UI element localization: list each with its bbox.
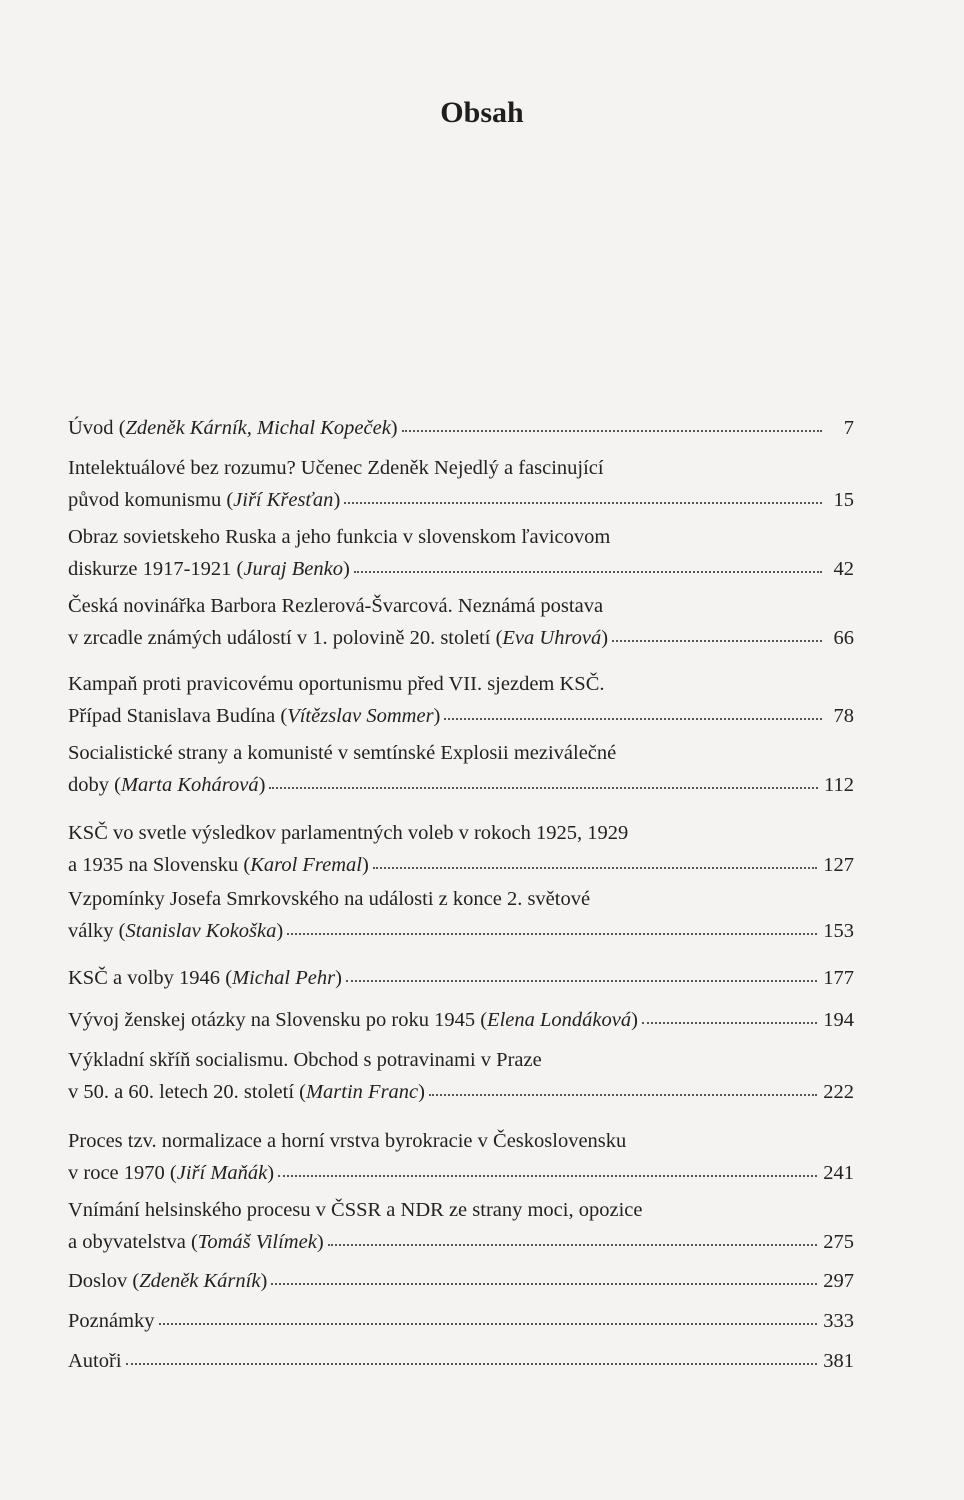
entry-author: Eva Uhrová [502, 627, 602, 649]
author-close-paren: ) [260, 1270, 268, 1292]
author-close-paren: ) [276, 920, 284, 942]
entry-title: Autoři [68, 1350, 122, 1372]
entry-title: v 50. a 60. letech 20. století [68, 1081, 295, 1103]
entry-title: Vývoj ženskej otázky na Slovensku po roku 1945 [68, 1009, 476, 1031]
dot-leader [354, 567, 822, 573]
toc-entry [68, 1125, 854, 1189]
toc-entry-last-line [68, 769, 854, 801]
toc-entry-line [68, 590, 854, 622]
entry-author: Jiří Křesťan [233, 489, 334, 511]
page-number: 78 [833, 705, 854, 727]
toc-entry-last-line [68, 1265, 854, 1297]
toc-entry-line [68, 1194, 854, 1226]
dot-leader [429, 1090, 817, 1096]
page-number: 241 [823, 1162, 854, 1184]
author-open-paren: ( [113, 920, 126, 942]
dot-leader [271, 1279, 817, 1285]
page-number: 153 [823, 920, 854, 942]
author-close-paren: ) [335, 967, 342, 989]
entry-title: KSČ vo svetle výsledkov parlamentných voleb v rokoch 1925, 1929 [68, 822, 629, 844]
entry-title: války [68, 920, 114, 942]
entry-author: Michal Pehr [232, 967, 336, 989]
toc-entry [68, 452, 854, 516]
page-number: 194 [823, 1009, 854, 1031]
entry-title: Vzpomínky Josefa Smrkovského na události z konce 2. světové [68, 888, 591, 910]
toc-entry-last-line [68, 915, 854, 947]
toc-entry [68, 590, 854, 654]
entry-author: Karol Fremal [250, 854, 363, 876]
toc-entry [68, 412, 854, 444]
entry-title: Česká novinářka Barbora Rezlerová-Švarcová. Neznámá postava [68, 595, 604, 617]
toc-entry-line [68, 668, 854, 700]
entry-title: Proces tzv. normalizace a horní vrstva byrokracie v Československu [68, 1130, 627, 1152]
toc-entry [68, 1345, 854, 1377]
dot-leader [287, 929, 817, 935]
entry-title: Případ Stanislava Budína [68, 705, 276, 727]
author-open-paren: ( [475, 1009, 488, 1031]
dot-leader [278, 1171, 817, 1177]
toc-entry-last-line [68, 553, 854, 585]
toc-entry-line [68, 1044, 854, 1076]
dot-leader [402, 426, 822, 432]
dot-leader [126, 1359, 818, 1365]
entry-title: a obyvatelstva [68, 1231, 186, 1253]
toc-entry-last-line [68, 849, 854, 881]
author-close-paren: ) [333, 489, 341, 511]
author-open-paren: ( [127, 1270, 140, 1292]
author-close-paren: ) [433, 705, 441, 727]
toc-entry [68, 1194, 854, 1258]
page-title: Obsah [440, 96, 524, 129]
toc-entry-line [68, 452, 854, 484]
author-close-paren: ) [362, 854, 369, 876]
toc-entry [68, 1044, 854, 1108]
entry-title: Poznámky [68, 1310, 155, 1332]
toc-entry [68, 883, 854, 947]
page-number: 381 [823, 1350, 854, 1372]
entry-title: Výkladní skříň socialismu. Obchod s potravinami v Praze [68, 1049, 542, 1071]
author-open-paren: ( [238, 854, 251, 876]
toc-entry-last-line [68, 1004, 854, 1036]
toc-entry [68, 1265, 854, 1297]
author-open-paren: ( [164, 1162, 177, 1184]
author-close-paren: ) [342, 558, 350, 580]
entry-title: Obraz sovietskeho Ruska a jeho funkcia v slovenskom ľavicovom [68, 526, 611, 548]
dot-leader [642, 1018, 817, 1024]
toc-entry-last-line [68, 962, 854, 994]
entry-title: Kampaň proti pravicovému oportunismu před VII. sjezdem KSČ. [68, 673, 605, 695]
author-close-paren: ) [316, 1231, 324, 1253]
dot-leader [444, 714, 822, 720]
entry-title: diskurze 1917-1921 [68, 558, 232, 580]
page-number: 127 [823, 854, 854, 876]
author-open-paren: ( [490, 627, 503, 649]
toc-entry-line [68, 521, 854, 553]
dot-leader [328, 1240, 818, 1246]
entry-title: Úvod [68, 417, 114, 439]
author-close-paren: ) [258, 774, 266, 796]
toc-entry-last-line [68, 1345, 854, 1377]
entry-title: v roce 1970 [68, 1162, 165, 1184]
author-open-paren: ( [220, 967, 233, 989]
page-number: 66 [833, 627, 854, 649]
dot-leader [612, 636, 822, 642]
toc-entry-last-line [68, 1305, 854, 1337]
page-number: 177 [823, 967, 854, 989]
toc-entry [68, 1004, 854, 1036]
toc-entry-last-line [68, 412, 854, 444]
toc-entry [68, 668, 854, 732]
toc-entry [68, 737, 854, 801]
toc-entry-last-line [68, 1157, 854, 1189]
page-number: 275 [823, 1231, 854, 1253]
entry-title: původ komunismu [68, 489, 222, 511]
toc-entry-last-line [68, 1226, 854, 1258]
entry-author: Marta Kohárová [120, 774, 259, 796]
page-number: 112 [824, 774, 854, 796]
entry-author: Tomáš Vilímek [197, 1231, 317, 1253]
toc-entry-last-line [68, 1076, 854, 1108]
page-number: 333 [823, 1310, 854, 1332]
page-number: 222 [823, 1081, 854, 1103]
author-close-paren: ) [267, 1162, 275, 1184]
author-open-paren: ( [109, 774, 121, 796]
entry-title: Vnímání helsinského procesu v ČSSR a NDR ze strany moci, opozice [68, 1199, 643, 1221]
dot-leader [159, 1319, 818, 1325]
entry-author: Zdeněk Kárník [139, 1270, 261, 1292]
entry-title: doby [68, 774, 109, 796]
entry-author: Elena Londáková [487, 1009, 632, 1031]
page-number: 7 [843, 417, 854, 439]
dot-leader [269, 783, 818, 789]
entry-title: v zrcadle známých událostí v 1. polovině 20. století [68, 627, 491, 649]
toc-entry-last-line [68, 700, 854, 732]
toc-entry-last-line [68, 622, 854, 654]
author-open-paren: ( [113, 417, 126, 439]
author-close-paren: ) [631, 1009, 638, 1031]
page-number: 42 [833, 558, 854, 580]
entry-title: KSČ a volby 1946 [68, 967, 221, 989]
dot-leader [373, 863, 817, 869]
entry-title: Socialistické strany a komunisté v semtínské Explosii meziválečné [68, 742, 617, 764]
page-number: 15 [833, 489, 854, 511]
dot-leader [344, 498, 822, 504]
toc-entry-line [68, 737, 854, 769]
toc-entry-last-line [68, 484, 854, 516]
author-open-paren: ( [275, 705, 288, 727]
toc-entry [68, 962, 854, 994]
entry-author: Stanislav Kokoška [125, 920, 277, 942]
dot-leader [346, 976, 817, 982]
entry-author: Jiří Maňák [176, 1162, 268, 1184]
entry-author: Martin Franc [305, 1081, 419, 1103]
toc-entry [68, 521, 854, 585]
entry-author: Juraj Benko [243, 558, 343, 580]
entry-author: Zdeněk Kárník, Michal Kopeček [125, 417, 391, 439]
toc-entry-line [68, 883, 854, 915]
toc-entry-line [68, 1125, 854, 1157]
toc-entry [68, 1305, 854, 1337]
author-close-paren: ) [601, 627, 609, 649]
entry-title: a 1935 na Slovensku [68, 854, 239, 876]
author-open-paren: ( [221, 489, 234, 511]
entry-author: Vítězslav Sommer [287, 705, 434, 727]
toc-entry [68, 817, 854, 881]
author-open-paren: ( [185, 1231, 198, 1253]
entry-title: Intelektuálové bez rozumu? Učenec Zdeněk Nejedlý a fascinující [68, 457, 604, 479]
author-open-paren: ( [231, 558, 244, 580]
toc-entry-line [68, 817, 854, 849]
entry-title: Doslov [68, 1270, 128, 1292]
page-number: 297 [823, 1270, 854, 1292]
author-close-paren: ) [390, 417, 398, 439]
author-open-paren: ( [294, 1081, 306, 1103]
author-close-paren: ) [418, 1081, 425, 1103]
